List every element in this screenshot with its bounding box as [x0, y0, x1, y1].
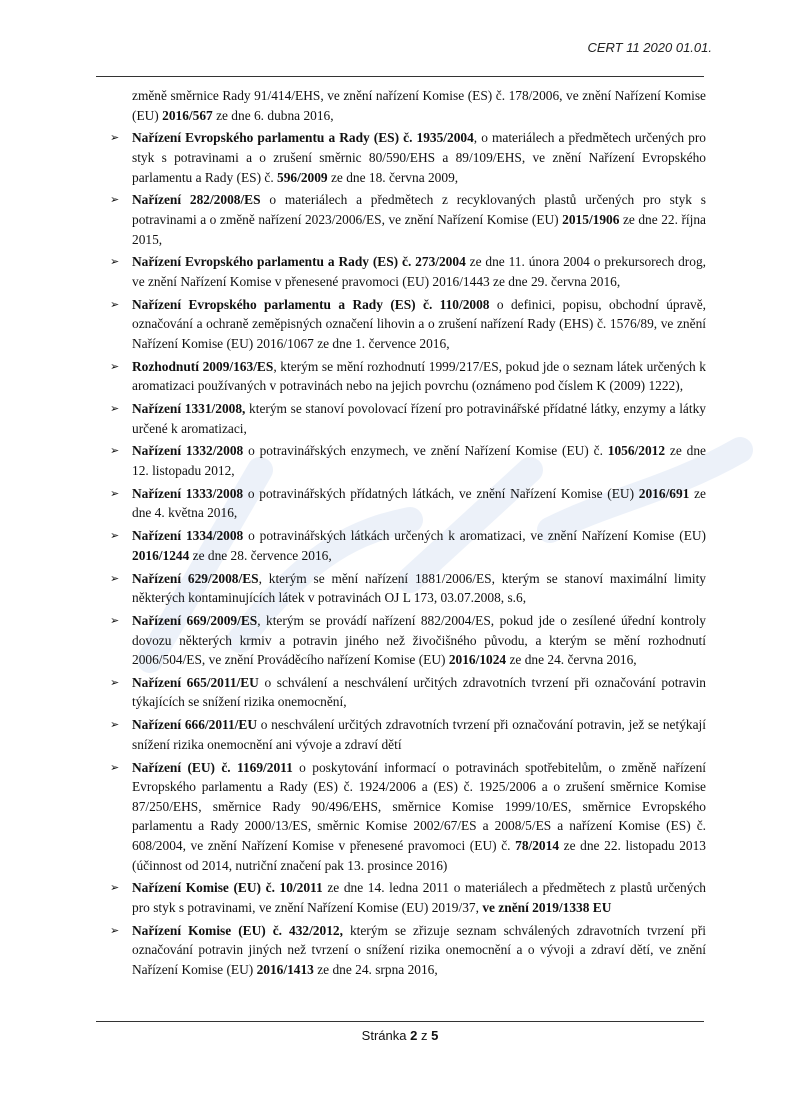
regulation-reference: 2016/1024 — [448, 652, 507, 668]
regulation-text: ze dne 18. června 2009, — [327, 169, 459, 185]
regulation-text: změně směrnice Rady 91/414/EHS, ve znění nařízení Komise (ES) č. 178/2006, ve znění Nařízení Komise (EU) — [132, 88, 706, 123]
list-item — [110, 484, 706, 523]
regulation-reference: Nařízení 1332/2008 — [132, 443, 244, 459]
list-item — [110, 357, 706, 396]
list-item-continuation — [110, 86, 706, 125]
arrow-bullet-icon: ➢ — [110, 131, 120, 145]
list-item — [110, 921, 706, 980]
regulation-text: ze dne 22. listopadu 2013 (účinnost od 2014, nutriční značení pak 13. prosince 2016) — [132, 838, 706, 873]
regulation-text: o materiálech a předmětech z recyklovaných plastů určených pro styk s potravinami a o změně nařízení 2023/2006/ES, ve znění Nařízení Komise (EU) — [132, 192, 706, 227]
list-item — [110, 569, 706, 608]
regulation-reference: Nařízení 666/2011/EU — [132, 717, 257, 733]
regulation-list — [110, 86, 706, 983]
regulation-text: o potravinářských látkách určených k aromatizaci, ve znění Nařízení Komise (EU) — [243, 528, 707, 544]
regulation-text: o definici, popisu, obchodní úpravě, označování a ochraně zeměpisných označení lihovin a o zrušení nařízení Rady (EHS) č. 1576/89, ve znění Nařízení Komise (EU) 2016/1067 ze dne 1. července 2016, — [132, 296, 707, 351]
regulation-text: ze dne 28. července 2016, — [189, 547, 332, 563]
document-reference: CERT 11 2020 01.01. — [587, 40, 712, 55]
regulation-reference: Nařízení 665/2011/EU — [132, 674, 259, 690]
regulation-reference: ve znění 2019/1338 EU — [482, 899, 612, 915]
regulation-text: ze dne 24. června 2016, — [506, 652, 637, 668]
arrow-bullet-icon: ➢ — [110, 571, 120, 585]
arrow-bullet-icon: ➢ — [110, 923, 120, 937]
list-item — [110, 715, 706, 754]
regulation-reference: Nařízení Evropského parlamentu a Rady (ES) č. 273/2004 — [132, 254, 466, 270]
header-divider — [96, 76, 704, 77]
regulation-text: kterým se stanoví povolovací řízení pro potravinářské přídatné látky, enzymy a látky určené k aromatizaci, — [132, 401, 706, 436]
list-item — [110, 878, 706, 917]
page-footer — [0, 1028, 800, 1043]
arrow-bullet-icon: ➢ — [110, 444, 120, 458]
arrow-bullet-icon: ➢ — [110, 359, 120, 373]
regulation-reference: Nařízení Evropského parlamentu a Rady (ES) č. 110/2008 — [132, 296, 490, 312]
page-total: 5 — [431, 1028, 439, 1043]
arrow-bullet-icon: ➢ — [110, 718, 120, 732]
regulation-text: ze dne 24. srpna 2016, — [313, 961, 438, 977]
list-item — [110, 252, 706, 291]
regulation-text: ze dne 4. května 2016, — [132, 485, 706, 521]
regulation-text: ze dne 6. dubna 2016, — [212, 107, 334, 123]
page-current: 2 — [410, 1028, 418, 1043]
regulation-text: o poskytování informací o potravinách spotřebitelům, o změně nařízení Evropského parlamentu a Rady (ES) č. 1924/2006 a (ES) č. 1925/2006 a o zrušení směrnice Komise 87/250/EHS, směrnice Rady 90/496/EHS, směrnice Komise 1999/10/ES, směrnice Evropského parlamentu a Rady 2000/13/ES, směrnic Komise 2002/67/ES a 2008/5/ES a nařízení Komise (ES) č. 608/2004, ve znění Nařízení Komise v přenesené pravomoci (EU) č. — [132, 759, 706, 853]
regulation-text: , kterým se mění nařízení 1881/2006/ES, kterým se stanoví maximální limity některých kontaminujících látek v potravinách OJ L 173, 03.07.2008, s.6, — [132, 570, 707, 606]
list-item — [110, 441, 706, 480]
regulation-text: , kterým se mění rozhodnutí 1999/217/ES, pokud jde o seznam látek určených k aromatizaci používaných v potravinách nebo na jejich povrchu (oznámeno pod číslem K (2009) 1222), — [132, 358, 706, 394]
regulation-reference: 2016/567 — [162, 107, 213, 123]
arrow-bullet-icon: ➢ — [110, 613, 120, 627]
regulation-reference: Nařízení Komise (EU) č. 10/2011 — [132, 880, 323, 896]
list-item — [110, 399, 706, 438]
regulation-text: o potravinářských enzymech, ve znění Nařízení Komise (EU) č. — [243, 443, 608, 459]
regulation-reference: Nařízení 1333/2008 — [132, 485, 244, 501]
list-item — [110, 295, 706, 354]
regulation-reference: Nařízení 629/2008/ES — [132, 570, 259, 586]
list-item — [110, 611, 706, 670]
regulation-text: ze dne 12. listopadu 2012, — [132, 443, 706, 478]
regulation-text: ze dne 22. října 2015, — [132, 211, 706, 247]
regulation-text: ze dne 11. února 2004 o prekursorech drog, ve znění Nařízení Komise v přenesené pravomoci (EU) 2016/1443 ze dne 29. června 2016, — [132, 254, 706, 289]
regulation-reference: Nařízení 669/2009/ES — [132, 612, 258, 628]
regulation-text: o neschválení určitých zdravotních tvrzení při označování potravin, jež se netýkají snížení rizika onemocnění ani vývoje a zdraví dětí — [132, 717, 706, 752]
regulation-reference: Nařízení (EU) č. 1169/2011 — [132, 759, 293, 775]
list-item — [110, 128, 706, 187]
regulation-reference: 2016/1244 — [132, 547, 190, 563]
regulation-reference: 2016/691 — [638, 485, 690, 501]
regulation-reference: 2016/1413 — [256, 961, 314, 977]
list-item — [110, 190, 706, 249]
regulation-text: o schválení a neschválení určitých zdravotních tvrzení při označování potravin týkajících se snížení rizika onemocnění, — [132, 674, 706, 710]
regulation-reference: 1056/2012 — [607, 443, 666, 459]
regulation-reference: 78/2014 — [515, 838, 560, 853]
arrow-bullet-icon: ➢ — [110, 193, 120, 207]
regulation-reference: Nařízení 1334/2008 — [132, 528, 244, 544]
footer-divider — [96, 1021, 704, 1022]
regulation-text: , o materiálech a předmětech určených pro styk s potravinami a o zrušení směrnic 80/590/EHS a 89/109/EHS, ve znění Nařízení Evropského parlamentu a Rady (ES) č. — [132, 130, 706, 185]
page-label: Stránka — [361, 1028, 407, 1043]
regulation-reference: Nařízení 1331/2008, — [132, 401, 246, 417]
regulation-reference: 2015/1906 — [562, 211, 620, 227]
regulation-reference: Rozhodnutí 2009/163/ES — [132, 358, 274, 374]
regulation-reference: Nařízení Komise (EU) č. 432/2012, — [132, 922, 343, 938]
arrow-bullet-icon: ➢ — [110, 675, 120, 689]
regulation-text: , kterým se provádí nařízení 882/2004/ES, pokud jde o zesílené úřední kontroly dovozu některých krmiv a potravin jiného než živočišného původu, a kterým se mění rozhodnutí 2006/504/ES, ve znění Prováděcího nařízení Komise (EU) — [132, 612, 706, 668]
regulation-text: o potravinářských přídatných látkách, ve znění Nařízení Komise (EU) — [243, 485, 639, 501]
arrow-bullet-icon: ➢ — [110, 760, 120, 774]
arrow-bullet-icon: ➢ — [110, 255, 120, 269]
list-item — [110, 758, 706, 876]
regulation-text: kterým se zřizuje seznam schválených zdravotních tvrzení při označování potravin jiných než tvrzení o snížení rizika onemocnění a o vývoji a zdraví dětí, ve znění Nařízení Komise (EU) — [132, 922, 706, 977]
regulation-reference: Nařízení 282/2008/ES — [132, 192, 261, 208]
arrow-bullet-icon: ➢ — [110, 529, 120, 543]
list-item — [110, 526, 706, 565]
page-separator: z — [420, 1028, 428, 1043]
regulation-text: ze dne 14. ledna 2011 o materiálech a předmětech z plastů určených pro styk s potravinami, ve znění Nařízení Komise (EU) 2019/37, — [132, 880, 706, 915]
regulation-reference: 596/2009 — [277, 169, 328, 185]
regulation-reference: Nařízení Evropského parlamentu a Rady (ES) č. 1935/2004 — [132, 130, 474, 146]
arrow-bullet-icon: ➢ — [110, 486, 120, 500]
arrow-bullet-icon: ➢ — [110, 297, 120, 311]
arrow-bullet-icon: ➢ — [110, 402, 120, 416]
list-item — [110, 673, 706, 712]
arrow-bullet-icon: ➢ — [110, 881, 120, 895]
